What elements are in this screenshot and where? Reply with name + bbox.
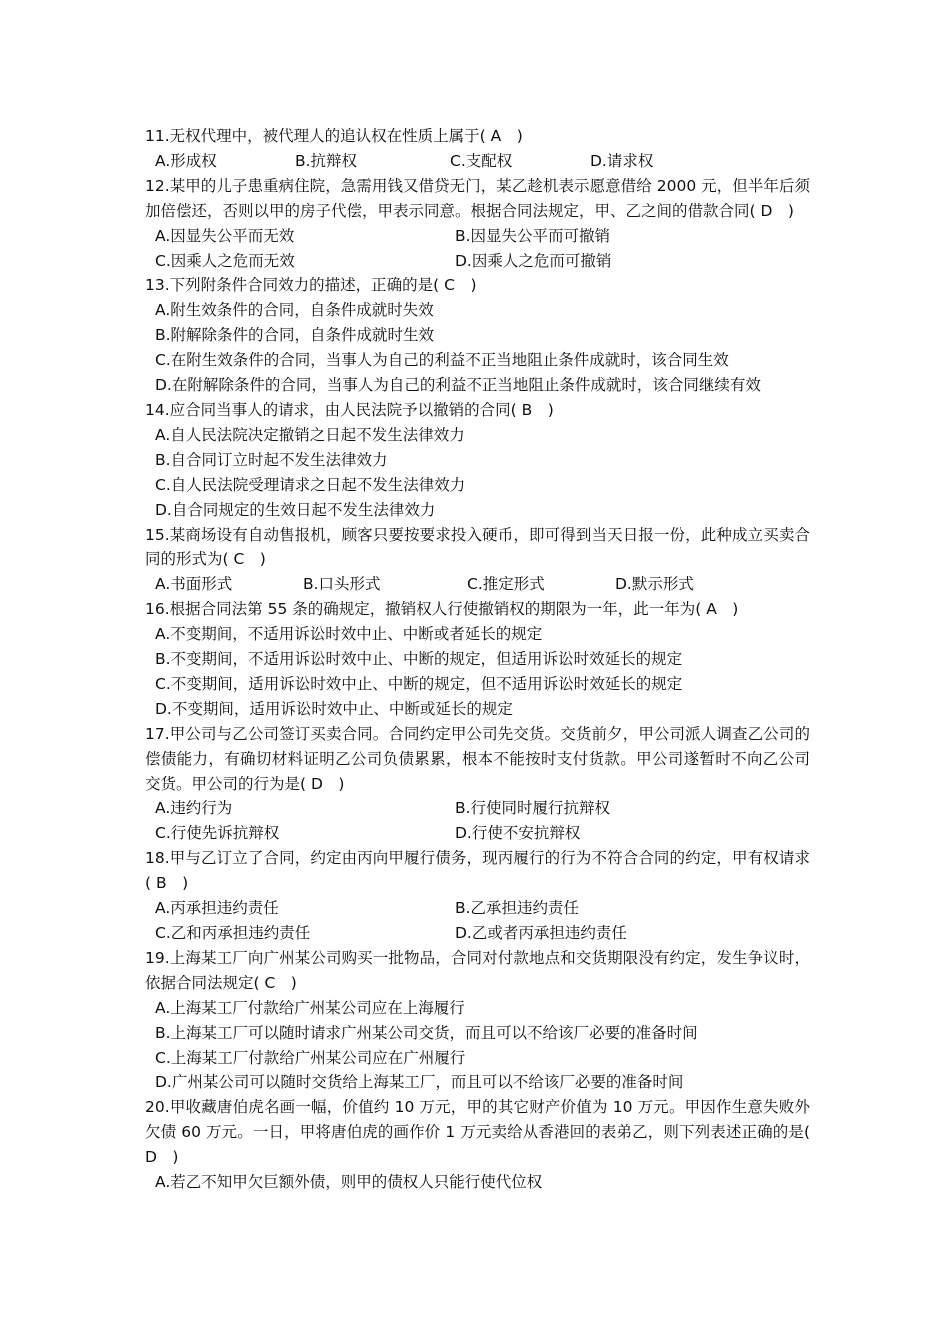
option-c: C.上海某工厂付款给广州某公司应在广州履行	[155, 1048, 466, 1067]
question-14	[145, 398, 810, 523]
option-row	[145, 224, 810, 249]
option-a: A.违约行为	[155, 799, 233, 818]
option-d: D.行使不安抗辩权	[455, 824, 581, 843]
option-d: D.乙或者丙承担违约责任	[455, 924, 627, 942]
option-row	[145, 796, 810, 821]
question-20	[145, 1095, 810, 1195]
option-a: A.不变期间，不适用诉讼时效中止、中断或者延长的规定	[155, 625, 543, 644]
question-13	[145, 273, 810, 398]
option-c: C.行使先诉抗辩权	[155, 824, 280, 843]
question-stem: 12.某甲的儿子患重病住院，急需用钱又借贷无门，某乙趁机表示愿意借给 2000 元，但半年后须加倍偿还，否则以甲的房子代偿，甲表示同意。根据合同法规定，甲、乙之间的借款合同( D )	[145, 176, 810, 220]
option-d: D.因乘人之危而可撤销	[455, 251, 612, 270]
option-a: A.丙承担违约责任	[155, 899, 279, 918]
option-d: D.请求权	[590, 151, 654, 170]
option-a: A.因显失公平而无效	[155, 226, 295, 245]
option-a: A.自人民法院决定撤销之日起不发生法律效力	[155, 425, 465, 444]
question-stem: 11.无权代理中，被代理人的追认权在性质上属于( A )	[145, 127, 523, 145]
option-row	[145, 896, 810, 921]
question-stem: 20.甲收藏唐伯虎名画一幅，价值约 10 万元，甲的其它财产价值为 10 万元。甲因作生意失败外欠债 60 万元。一日，甲将唐伯虎的画作价 1 万元卖给从香港回的表弟乙，则下列表述正确的是( D )	[145, 1098, 810, 1167]
option-c: C.自人民法院受理请求之日起不发生法律效力	[155, 475, 466, 494]
question-stem: 15.某商场设有自动售报机，顾客只要按要求投入硬币，即可得到当天日报一份，此种成立买卖合同的形式为( C )	[145, 525, 810, 569]
option-c: C.推定形式	[467, 575, 545, 594]
question-12	[145, 174, 810, 274]
option-c: C.支配权	[450, 151, 513, 170]
option-b: B.抗辩权	[295, 151, 358, 170]
option-row	[145, 821, 810, 846]
option-b: B.自合同订立时起不发生法律效力	[155, 450, 388, 469]
option-row	[145, 249, 810, 274]
option-a: A.形成权	[155, 151, 217, 170]
question-11	[145, 124, 810, 174]
option-a: A.书面形式	[155, 575, 233, 594]
option-c: C.不变期间，适用诉讼时效中止、中断的规定，但不适用诉讼时效延长的规定	[155, 674, 683, 693]
option-c: C.在附生效条件的合同，当事人为自己的利益不正当地阻止条件成就时，该合同生效	[155, 351, 729, 370]
option-row	[145, 149, 810, 174]
question-19	[145, 946, 810, 1095]
question-18	[145, 846, 810, 946]
option-c: C.乙和丙承担违约责任	[155, 924, 311, 942]
option-d: D.在附解除条件的合同，当事人为自己的利益不正当地阻止条件成就时，该合同继续有效	[155, 376, 761, 395]
question-stem: 17.甲公司与乙公司签订买卖合同。合同约定甲公司先交货。交货前夕，甲公司派人调查乙公司的偿债能力，有确切材料证明乙公司负债累累，根本不能按时支付货款。甲公司遂暂时不向乙公司交货。甲公司的行为是( D )	[145, 724, 810, 793]
question-17	[145, 722, 810, 847]
option-c: C.因乘人之危而无效	[155, 251, 295, 270]
option-d: D.不变期间，适用诉讼时效中止、中断或延长的规定	[155, 699, 513, 718]
option-a: A.附生效条件的合同，自条件成就时失效	[155, 301, 434, 320]
question-stem: 16.根据合同法第 55 条的确规定，撤销权人行使撤销权的期限为一年，此一年为( A )	[145, 600, 739, 619]
option-b: B.因显失公平而可撤销	[455, 226, 611, 245]
option-b: B.附解除条件的合同，自条件成就时生效	[155, 326, 435, 345]
option-b: B.不变期间，不适用诉讼时效中止、中断的规定，但适用诉讼时效延长的规定	[155, 650, 683, 669]
option-b: B.上海某工厂可以随时请求广州某公司交货，而且可以不给该厂必要的准备时间	[155, 1023, 698, 1042]
option-b: B.行使同时履行抗辩权	[455, 799, 611, 818]
option-b: B.乙承担违约责任	[455, 899, 580, 918]
question-stem: 18.甲与乙订立了合同，约定由丙向甲履行债务，现丙履行的行为不符合合同的约定，甲有权请求( B )	[145, 849, 810, 893]
question-stem: 14.应合同当事人的请求，由人民法院予以撤销的合同( B )	[145, 400, 554, 419]
option-row	[145, 921, 810, 946]
question-16	[145, 597, 810, 722]
question-stem: 13.下列附条件合同效力的描述，正确的是( C )	[145, 276, 477, 295]
option-row	[145, 572, 810, 597]
option-d: D.广州某公司可以随时交货给上海某工厂，而且可以不给该厂必要的准备时间	[155, 1073, 684, 1092]
question-stem: 19.上海某工厂向广州某公司购买一批物品，合同对付款地点和交货期限没有约定，发生争议时，依据合同法规定( C )	[145, 948, 810, 992]
option-d: D.自合同规定的生效日起不发生法律效力	[155, 500, 436, 519]
option-a: A.若乙不知甲欠巨额外债，则甲的债权人只能行使代位权	[155, 1173, 543, 1192]
question-15	[145, 523, 810, 598]
option-b: B.口头形式	[303, 575, 381, 594]
option-a: A.上海某工厂付款给广州某公司应在上海履行	[155, 998, 465, 1017]
option-d: D.默示形式	[615, 575, 694, 594]
question-list	[145, 124, 810, 1195]
